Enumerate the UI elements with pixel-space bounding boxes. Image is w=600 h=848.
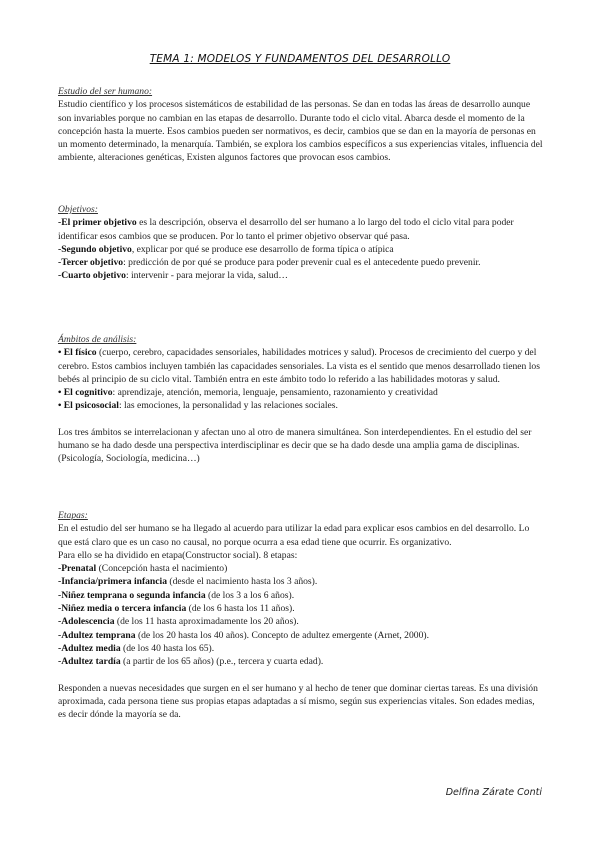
section-heading-estudio: Estudio del ser humano:	[58, 86, 153, 97]
list-item-ambito	[58, 346, 544, 386]
etapa-text: (a partir de los 65 años) (p.e., tercera y cuarta edad).	[120, 656, 324, 668]
paragraph-etapas-closing: Responden a nuevas necesidades que surgen en el ser humano y al hecho de tener que dominar ciertas tareas. Es una división aproximada, cada persona tiene sus propias etapas adaptadas a sí mismo, según sus experiencias vitales. Son edades medias, es decir dónde la mayoría se da.	[58, 682, 538, 721]
paragraph-estudio: Estudio científico y los procesos sistemáticos de estabilidad de las personas. Se dan en todas las áreas de desarrollo aunque son invariables porque no cambian en las etapas de desarrollo. Durante todo el ciclo vital. Abarca desde el momento de la concepción hasta la muerte. Esos cambios pueden ser normativos, es decir, cambios que se dan en la mayoría de personas en un momento determinado, la menarquía. También, se explora los cambios específicos a sus experiencias vitales, influencia del ambiente, alteraciones genéticas, Existen algunos factores que provocan esos cambios.	[58, 99, 543, 164]
etapa-text: (de los 6 hasta los 11 años).	[186, 603, 295, 615]
ambito-text: (cuerpo, cerebro, capacidades sensoriales, habilidades motrices y salud). Procesos de crecimiento del cuerpo y del cerebro. Estos cambios incluyen también las capacidades sensoriales. La vista es el sentido que menos desarrollado tienen los bebés al principio de su ciclo vital. También entra en este ámbito todo lo referido a las habilidades motoras y salud.	[58, 347, 540, 385]
etapa-text: (de los 3 a los 6 años).	[205, 589, 295, 601]
list-item-objetivo	[58, 216, 544, 243]
section-heading-ambitos: Ámbitos de análisis:	[58, 334, 137, 345]
section-objetivos	[58, 203, 544, 283]
paragraph-ambitos-closing: Los tres ámbitos se interrelacionan y afectan uno al otro de manera simultánea. Son interdependientes. En el estudio del ser humano se ha dado desde una perspectiva interdisciplinar es decir que se ha dado desde una amplia gama de disciplinas. (Psicología, Sociología, medicina…)	[58, 426, 532, 465]
list-item-ambito	[58, 399, 544, 412]
list-item-ambito	[58, 386, 544, 399]
section-etapas	[58, 509, 544, 721]
objetivo-label: -Segundo objetivo	[58, 243, 132, 255]
list-item-objetivo	[58, 243, 544, 256]
objetivo-label: -El primer objetivo	[58, 217, 137, 229]
author-signature: Delfina Zárate Conti	[445, 787, 542, 798]
list-item-etapa	[58, 629, 544, 642]
list-item-etapa	[58, 602, 544, 615]
section-ambitos	[58, 333, 544, 466]
list-item-etapa	[58, 589, 544, 602]
etapa-text: (de los 11 hasta aproximadamente los 20 años).	[114, 616, 299, 628]
etapa-text: (de los 20 hasta los 40 años). Concepto de adultez emergente (Arnet, 2000).	[135, 629, 429, 641]
paragraph-etapas-intro: En el estudio del ser humano se ha llegado al acuerdo para utilizar la edad para explicar esos cambios en del desarrollo. Lo que está claro que es un caso no causal, no porque ocurra a esa edad tiene que ocurrir. Es organizativo.	[58, 523, 530, 548]
objetivo-text: : intervenir - para mejorar la vida, salud…	[125, 270, 288, 282]
etapa-label: -Adolescencia	[58, 616, 115, 628]
etapa-text: (desde el nacimiento hasta los 3 años).	[167, 576, 318, 588]
objetivo-text: es la descripción, observa el desarrollo del ser humano a lo largo del todo el ciclo vital para poder identificar esos cambios que se producen. Por lo tanto el primer objetivo observar qué pasa.	[58, 217, 514, 242]
etapa-label: -Niñez media o tercera infancia	[58, 603, 187, 615]
etapa-text: (de los 40 hasta los 65).	[120, 642, 215, 654]
objetivo-label: -Tercer objetivo	[58, 257, 124, 269]
ambito-text: : aprendizaje, atención, memoria, lenguaje, pensamiento, razonamiento y creatividad	[112, 387, 438, 399]
list-item-etapa	[58, 642, 544, 655]
section-estudio	[58, 85, 544, 165]
etapa-label: -Adultez tardía	[58, 656, 121, 668]
etapa-label: -Adultez temprana	[58, 629, 136, 641]
section-heading-etapas: Etapas:	[58, 510, 88, 521]
list-item-etapa	[58, 562, 544, 575]
ambito-text: : las emociones, la personalidad y las relaciones sociales.	[118, 400, 338, 412]
objetivo-text: : predicción de por qué se produce para poder prevenir cual es el antecedente puedo prevenir.	[123, 257, 481, 269]
list-item-objetivo	[58, 256, 544, 269]
page-title: TEMA 1: MODELOS Y FUNDAMENTOS DEL DESARROLLO	[149, 53, 451, 65]
list-item-objetivo	[58, 269, 544, 282]
etapa-text: (Concepción hasta el nacimiento)	[96, 563, 228, 575]
etapa-label: -Adultez media	[58, 642, 121, 654]
objetivo-text: , explicar por qué se produce ese desarrollo de forma típica o atípica	[131, 243, 394, 255]
ambito-label: • El psicosocial	[58, 400, 119, 412]
list-item-etapa	[58, 655, 544, 668]
etapa-label: -Infancia/primera infancia	[58, 576, 167, 588]
ambito-label: • El cognitivo	[58, 387, 113, 399]
list-item-etapa	[58, 615, 544, 628]
section-heading-objetivos: Objetivos:	[58, 204, 98, 215]
list-item-etapa	[58, 575, 544, 588]
ambito-label: • El físico	[58, 347, 97, 359]
objetivo-label: -Cuarto objetivo	[58, 270, 126, 282]
etapa-label: -Prenatal	[58, 563, 97, 575]
paragraph-etapas-intro2: Para ello se ha dividido en etapa(Constructor social). 8 etapas:	[58, 549, 298, 561]
etapa-label: -Niñez temprana o segunda infancia	[58, 589, 206, 601]
